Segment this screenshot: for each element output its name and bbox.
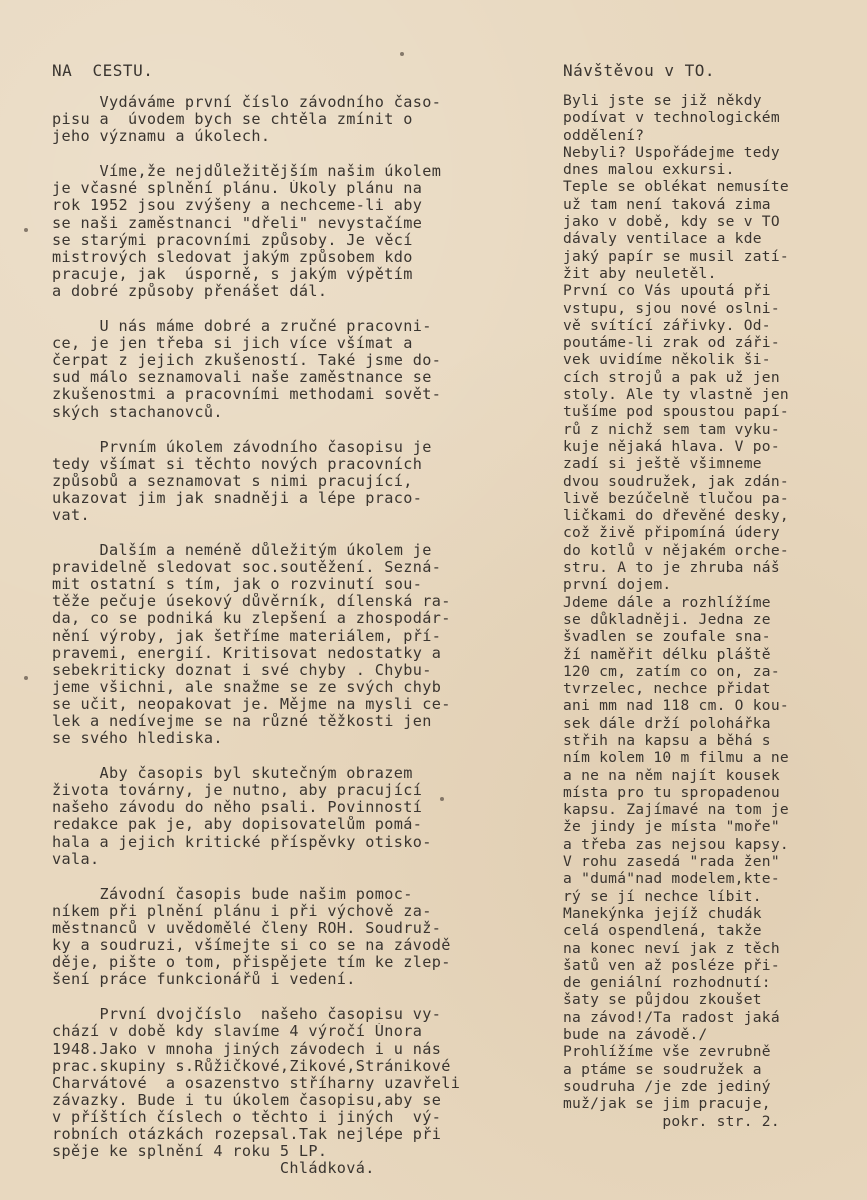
text-line: pisu a úvodem bych se chtěla zmínit o	[52, 111, 413, 129]
text-line: vek uvidíme několik ši-	[563, 351, 771, 369]
text-line: Teple se oblékat nemusíte	[563, 178, 789, 196]
text-line: stru. A to je zhruba náš	[563, 559, 780, 577]
text-line: První co Vás upoutá při	[563, 282, 771, 300]
text-line: níkem při plnění plánu i při výchově za-	[52, 902, 432, 920]
text-line: pokr. str. 2.	[563, 1112, 780, 1130]
text-line: šatů ven až posléze při-	[563, 956, 780, 974]
text-line: spěje ke splnění 4 roku 5 LP.	[52, 1143, 328, 1161]
paragraph	[52, 163, 538, 300]
article-body	[563, 92, 848, 1130]
text-line: chází v době kdy slavíme 4 výročí Února	[52, 1023, 423, 1041]
text-line: vala.	[52, 850, 100, 868]
text-line: Nebyli? Uspořádejme tedy	[563, 143, 780, 161]
paper-speck	[400, 52, 404, 56]
text-line: a ne na něm najít kousek	[563, 766, 780, 784]
text-line: sebekriticky doznat i své chyby . Chybu-	[52, 661, 432, 679]
text-line: redakce pak je, aby dopisovatelům pomá-	[52, 816, 423, 834]
paper-speck	[440, 797, 444, 801]
text-line: 1948.Jako v mnoha jiných závodech i u nás	[52, 1040, 442, 1058]
text-line: jaký papír se musil zatí-	[563, 247, 789, 265]
text-line: místa pro tu spropadenou	[563, 783, 780, 801]
text-line: bude na závodě./	[563, 1026, 708, 1044]
text-line: žit aby neuletěl.	[563, 264, 717, 282]
text-line: sud málo seznamovali naše zaměstnance se	[52, 369, 432, 387]
paragraph	[52, 318, 538, 421]
text-line: na konec neví jak z těch	[563, 939, 780, 957]
text-line: V rohu zasedá "rada žen"	[563, 853, 780, 871]
text-line: první dojem.	[563, 576, 672, 594]
text-line: děje, pište o tom, přispějete tím ke zlep-	[52, 954, 451, 972]
text-line: stoly. Ale ty vlastně jen	[563, 386, 789, 404]
text-line: Manekýnka jejíž chudák	[563, 904, 762, 922]
text-line: pracuje, jak úsporně, s jakým výpětím	[52, 265, 413, 283]
text-line: a dobré způsoby přenášet dál.	[52, 282, 328, 300]
text-line: dnes malou exkursi.	[563, 161, 735, 179]
text-line: ky a soudruzi, všímejte si co se na závodě	[52, 937, 451, 955]
paragraph	[52, 94, 538, 145]
text-line: v příštích číslech o těchto i jiných vý-	[52, 1108, 442, 1126]
text-line: mistrových sledovat jakým způsobem kdo	[52, 248, 413, 266]
text-line: pravemi, energií. Kritisovat nedostatky a	[52, 644, 442, 662]
paragraph	[52, 765, 538, 868]
article-body	[52, 94, 538, 1177]
text-line: způsobů a seznamovat s nimi pracující,	[52, 472, 413, 490]
text-line: Charvátové a osazenstvo stříharny uzavřeli	[52, 1074, 461, 1092]
text-line: Prvním úkolem závodního časopisu je	[52, 438, 432, 456]
text-line: Dalším a neméně důležitým úkolem je	[52, 542, 432, 560]
text-line: nění výroby, jak šetříme materiálem, pří-	[52, 627, 442, 645]
text-line: ských stachanovců.	[52, 403, 223, 421]
text-line: vě svítící zářivky. Od-	[563, 316, 771, 334]
text-line: ží naměřit délku pláště	[563, 645, 771, 663]
text-line: tedy všímat si těchto nových pracovních	[52, 455, 423, 473]
text-line: na závod!/Ta radost jaká	[563, 1008, 780, 1026]
text-line: ním kolem 10 m filmu a ne	[563, 749, 789, 767]
article-title: NA CESTU.	[52, 61, 154, 80]
paragraph	[52, 542, 538, 747]
text-line: kapsu. Zajímavé na tom je	[563, 801, 789, 819]
text-line: a ptáme se soudružek a	[563, 1060, 762, 1078]
text-line: už tam není taková zima	[563, 195, 771, 213]
text-line: tušíme pod spoustou papí-	[563, 403, 789, 421]
text-line: těže pečuje úsekový důvěrník, dílenská ra-	[52, 593, 451, 611]
text-line: Jdeme dále a rozhlížíme	[563, 593, 771, 611]
text-line: jeme všichni, ale snažme se ze svých chyb	[52, 678, 442, 696]
text-line: celá ospendlená, takže	[563, 922, 762, 940]
text-line: ličkami do dřevěné desky,	[563, 507, 789, 525]
text-line: zadí si ještě všimneme	[563, 455, 762, 473]
text-line: ukazovat jim jak snadněji a lépe praco-	[52, 489, 423, 507]
text-line: jeho významu a úkolech.	[52, 128, 271, 146]
text-line: kuje nějaká hlava. V po-	[563, 437, 780, 455]
paragraph	[52, 1006, 538, 1177]
text-line: oddělení?	[563, 126, 645, 144]
paper-speck	[24, 228, 28, 232]
text-line: rů z nichž sem tam vyku-	[563, 420, 780, 438]
text-line: se starými pracovními způsoby. Je věcí	[52, 231, 413, 249]
text-line: což živě připomíná údery	[563, 524, 780, 542]
text-line: tvrzelec, nechce přidat	[563, 680, 771, 698]
text-line: závazky. Bude i tu úkolem časopisu,aby se	[52, 1091, 442, 1109]
text-line: Závodní časopis bude našim pomoc-	[52, 885, 413, 903]
text-line: jako v době, kdy se v TO	[563, 213, 780, 231]
text-line: rok 1952 jsou zvýšeny a nechceme-li aby	[52, 197, 423, 215]
text-line: Vydáváme první číslo závodního časo-	[52, 94, 442, 111]
paragraph	[52, 439, 538, 524]
text-line: lek a nedívejme se na různé těžkosti jen	[52, 713, 432, 730]
text-line: ani mm nad 118 cm. O kou-	[563, 697, 789, 715]
article-na-cestu	[52, 58, 538, 1177]
article-title: Návštěvou v TO.	[563, 61, 715, 80]
text-line: že jindy je místa "moře"	[563, 818, 780, 836]
text-line: dávaly ventilace a kde	[563, 230, 762, 248]
text-line: dvou soudružek, jak zdán-	[563, 472, 789, 490]
text-line: se svého hlediska.	[52, 730, 223, 748]
text-line: poutáme-li zrak od záři-	[563, 334, 780, 352]
text-line: se učit, neopakovat je. Mějme na mysli ce-	[52, 695, 451, 713]
text-line: robních otázkách rozepsal.Tak nejlépe při	[52, 1125, 442, 1143]
paragraph	[52, 886, 538, 989]
text-line: zkušenostmi a pracovními methodami sovět-	[52, 386, 442, 404]
text-line: šení práce funkcionářů i vedení.	[52, 971, 356, 989]
text-line: vat.	[52, 506, 90, 524]
text-line: livě bezúčelně tlučou pa-	[563, 489, 789, 507]
text-line: je včasné splnění plánu. Úkoly plánu na	[52, 180, 423, 198]
article-navstevou-v-to	[563, 58, 848, 1130]
text-line: První dvojčíslo našeho časopisu vy-	[52, 1006, 442, 1024]
text-line: ce, je jen třeba si jich více všímat a	[52, 335, 413, 353]
text-line: městnanců v uvědomělé členy ROH. Soudruž-	[52, 919, 442, 937]
text-line: a třeba zas nejsou kapsy.	[563, 835, 789, 853]
text-line: prac.skupiny s.Růžičkové,Zikové,Stránikové	[52, 1057, 451, 1075]
text-line: Víme,že nejdůležitějším našim úkolem	[52, 163, 442, 181]
text-line: Aby časopis byl skutečným obrazem	[52, 765, 413, 783]
text-line: vstupu, sjou nové oslni-	[563, 299, 780, 317]
text-line: da, co se podniká ku zlepšení a zhospodár-	[52, 610, 451, 628]
text-line: podívat v technologickém	[563, 109, 780, 127]
text-line: Chládková.	[52, 1160, 375, 1178]
text-line: a "dumá"nad modelem,kte-	[563, 870, 780, 888]
text-line: se naši zaměstnanci "dřeli" nevystačíme	[52, 214, 423, 232]
text-line: střih na kapsu a běhá s	[563, 731, 771, 749]
text-line: sek dále drží polohářka	[563, 714, 771, 732]
text-line: do kotlů v nějakém orche-	[563, 541, 789, 559]
text-line: našeho závodu do něho psali. Povinností	[52, 799, 423, 817]
text-line: U nás máme dobré a zručné pracovni-	[52, 318, 432, 336]
text-line: čerpat z jejich zkušeností. Také jsme do-	[52, 352, 442, 370]
text-line: pravidelně sledovat soc.soutěžení. Sezná-	[52, 559, 442, 577]
text-line: 120 cm, zatím co on, za-	[563, 662, 780, 680]
text-line: muž/jak se jim pracuje,	[563, 1095, 771, 1113]
text-line: švadlen se zoufale sna-	[563, 628, 771, 646]
text-line: se důkladněji. Jedna ze	[563, 610, 771, 628]
text-line: mit ostatní s tím, jak o rozvinutí sou-	[52, 576, 423, 594]
text-line: hala a jejich kritické příspěvky otisko-	[52, 833, 432, 851]
text-line: Byli jste se již někdy	[563, 92, 762, 109]
text-line: života továrny, je nutno, aby pracující	[52, 782, 423, 800]
text-line: rý se jí nechce líbit.	[563, 887, 762, 905]
text-line: soudruha /je zde jediný	[563, 1077, 771, 1095]
text-line: Prohlížíme vše zevrubně	[563, 1043, 771, 1061]
text-line: cích strojů a pak už jen	[563, 368, 780, 386]
paper-speck	[24, 676, 28, 680]
text-line: de geniální rozhodnutí:	[563, 974, 771, 992]
text-line: šaty se půjdou zkoušet	[563, 991, 762, 1009]
